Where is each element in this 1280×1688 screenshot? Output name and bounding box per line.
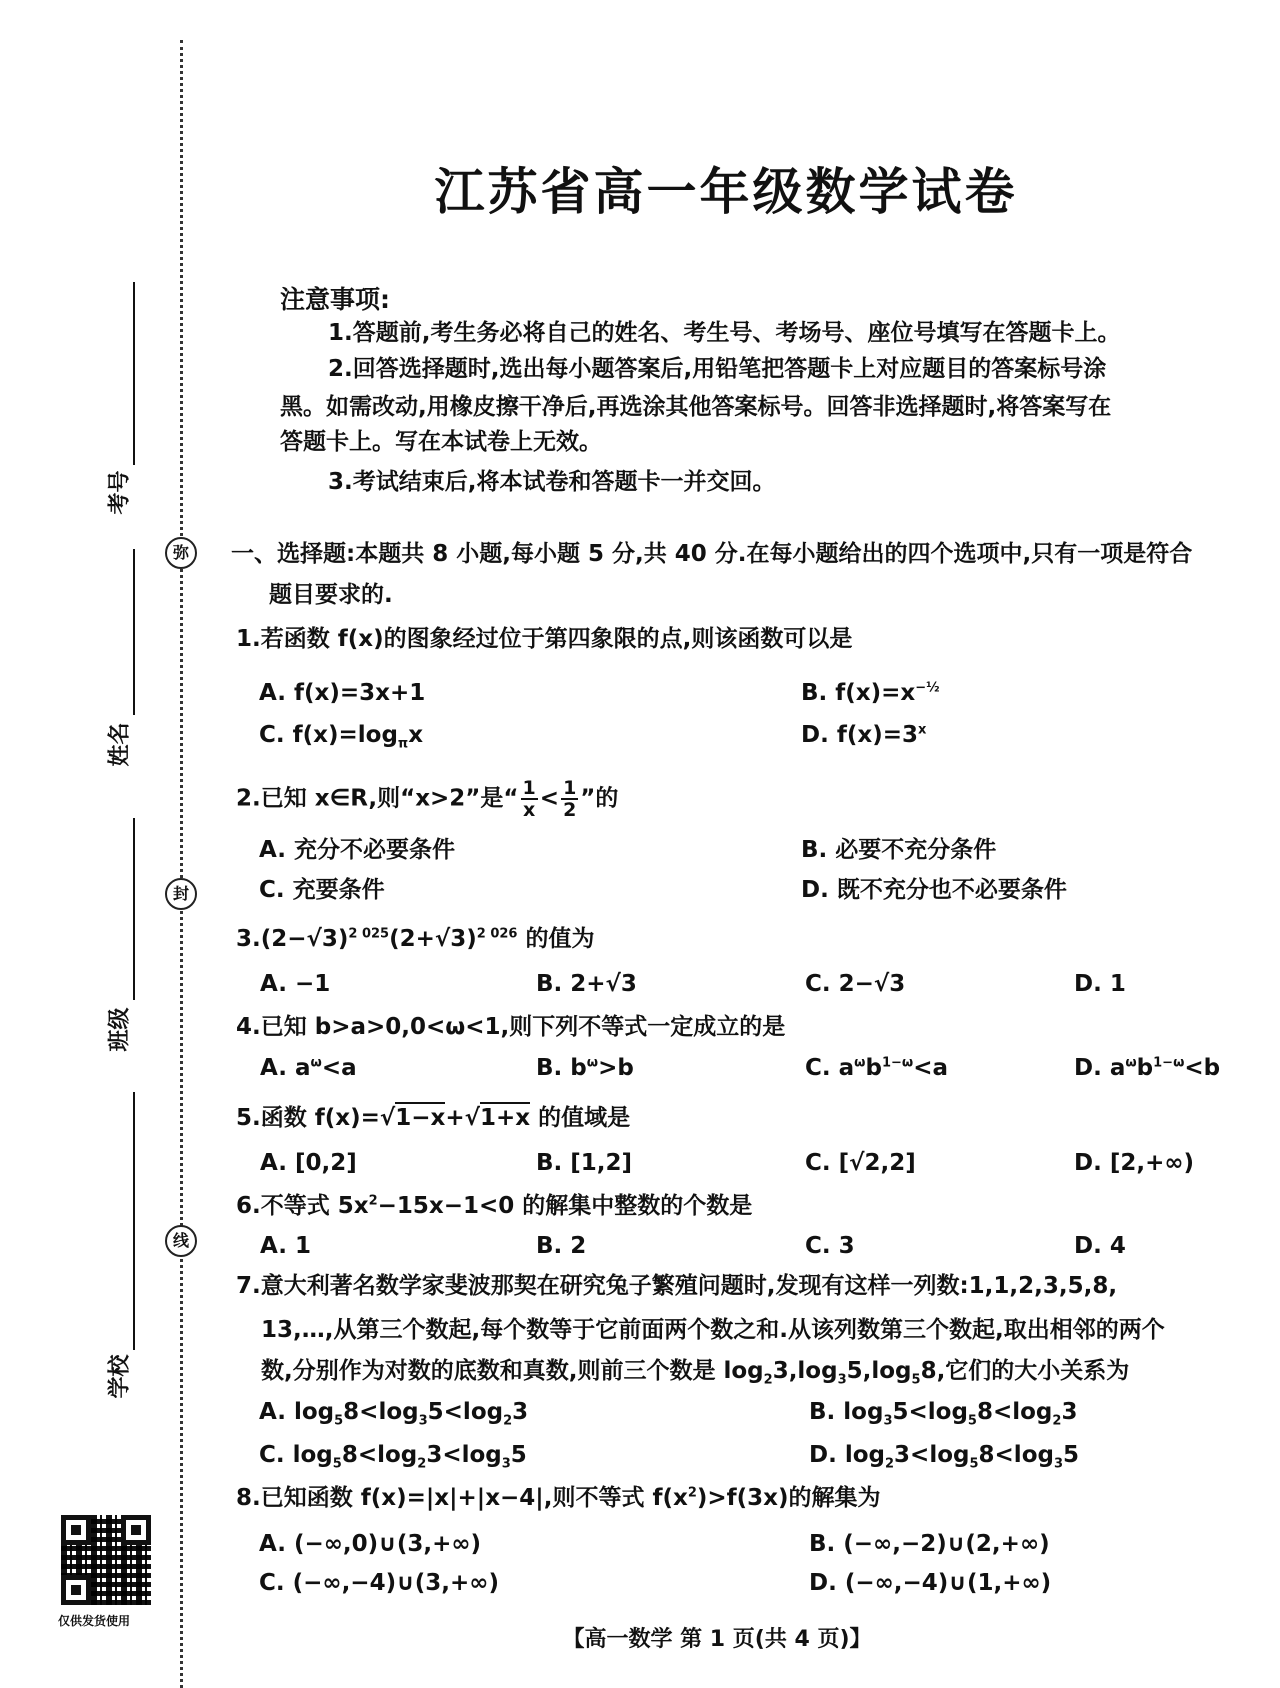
text-run: B. 2+√3 (536, 971, 637, 997)
text-run: 8<log (343, 1399, 419, 1425)
superscript: x (917, 722, 927, 738)
text-run: 13,…,从第三个数起,每个数等于它前面两个数之和.从该列数第三个数起,取出相邻的两个 (261, 1317, 1165, 1343)
subscript: 5 (911, 1372, 921, 1388)
answer-option[interactable] (809, 1397, 1077, 1427)
superscript: ω (586, 1055, 599, 1071)
text-run: 3.(2−√3) (236, 926, 349, 952)
text-run: A. f(x)=3x+1 (259, 680, 426, 706)
text-run: D. [2,+∞) (1074, 1150, 1195, 1176)
text-run: C. f(x)=log (259, 722, 398, 748)
answer-option[interactable] (536, 1231, 586, 1261)
text-run: ”的 (580, 785, 619, 812)
text-run: < (539, 785, 560, 812)
section-heading: 一、选择题:本题共 8 小题,每小题 5 分,共 40 分.在每小题给出的四个选项中,只有一项是符合 (231, 541, 1193, 567)
text-run: C. 2−√3 (805, 971, 906, 997)
answer-option[interactable] (809, 1568, 1051, 1598)
text-run: A. −1 (260, 971, 331, 997)
text-run: 5.函数 f(x)=√ (236, 1105, 396, 1131)
question-stem (261, 1315, 1165, 1345)
text-run: C. 充要条件 (259, 877, 385, 903)
text-run: 5 (1063, 1442, 1080, 1468)
answer-option[interactable] (260, 1053, 357, 1083)
text-run: 5<log (892, 1399, 968, 1425)
text-run: B. log (809, 1399, 884, 1425)
text-run: 7.意大利著名数学家斐波那契在研究兔子繁殖问题时,发现有这样一列数:1,1,2,3,5,8, (236, 1273, 1118, 1299)
text-run: 3<log (894, 1442, 970, 1468)
text-run: 4.已知 b>a>0,0<ω<1,则下列不等式一定成立的是 (236, 1014, 786, 1040)
subscript: 2 (417, 1456, 427, 1472)
text-run: 3 (512, 1399, 529, 1425)
answer-option[interactable] (801, 720, 926, 750)
note-line: 答题卡上。写在本试卷上无效。 (280, 429, 602, 455)
note-line: 2.回答选择题时,选出每小题答案后,用铅笔把答题卡上对应题目的答案标号涂 (328, 356, 1107, 382)
radicand: 1−x (395, 1102, 445, 1131)
answer-option[interactable] (259, 1529, 481, 1559)
text-run: A. log (259, 1399, 335, 1425)
text-run: B. 2 (536, 1233, 587, 1259)
text-run: 3,log (772, 1358, 838, 1384)
note-line: 黑。如需改动,用橡皮擦干净后,再选涂其他答案标号。回答非选择题时,将答案写在 (280, 394, 1112, 420)
name-label: 姓名 (107, 722, 133, 767)
text-run: +√ (445, 1105, 480, 1131)
question-stem (236, 1012, 785, 1042)
answer-option[interactable] (259, 1568, 499, 1598)
name-blank (133, 549, 135, 715)
seal-xian-icon: 线 (165, 1225, 197, 1257)
numerator: 1 (563, 777, 577, 799)
subscript: 5 (967, 1413, 977, 1429)
superscript: 1−ω (1153, 1055, 1185, 1071)
answer-option[interactable] (1074, 969, 1126, 999)
answer-option[interactable] (1074, 1148, 1194, 1178)
text-run: C. 3 (805, 1233, 855, 1259)
text-run: D. (−∞,−4)∪(1,+∞) (809, 1570, 1052, 1596)
subscript: π (397, 736, 409, 752)
text-run: 6.不等式 5x (236, 1193, 369, 1219)
text-run: 3<log (426, 1442, 502, 1468)
text-run: A. [0,2] (260, 1150, 357, 1176)
text-run: <a (321, 1055, 357, 1081)
text-run: 数,分别作为对数的底数和真数,则前三个数是 log (261, 1358, 764, 1384)
text-run: A. a (260, 1055, 311, 1081)
subscript: 5 (334, 1413, 344, 1429)
answer-option[interactable] (536, 1053, 634, 1083)
superscript: ω (1125, 1055, 1137, 1071)
text-run: D. log (809, 1442, 885, 1468)
page-footer: 【高一数学 第 1 页(共 4 页)】 (562, 1627, 872, 1652)
answer-option[interactable] (259, 1397, 528, 1427)
section-heading-cont: 题目要求的. (269, 582, 393, 608)
subscript: 5 (332, 1456, 342, 1472)
text-run: <b (1184, 1055, 1221, 1081)
text-run: <a (913, 1055, 948, 1081)
text-run: D. 1 (1074, 971, 1126, 997)
text-run: C. log (259, 1442, 333, 1468)
denominator: 2 (563, 799, 577, 821)
text-run: 的值为 (517, 926, 595, 952)
answer-option[interactable] (259, 720, 423, 750)
subscript: 3 (837, 1372, 847, 1388)
answer-option[interactable] (801, 678, 940, 708)
text-run: B. 必要不充分条件 (801, 837, 997, 863)
answer-option[interactable] (259, 835, 455, 865)
seal-feng-icon: 封 (165, 878, 197, 910)
text-run: 8<log (976, 1399, 1053, 1425)
answer-option[interactable] (805, 1148, 916, 1178)
text-run: >b (598, 1055, 634, 1081)
answer-option[interactable] (809, 1529, 1050, 1559)
class-blank (133, 818, 135, 1000)
question-stem (236, 1191, 752, 1221)
text-run: B. [1,2] (536, 1150, 633, 1176)
school-label: 学校 (107, 1354, 133, 1399)
answer-option[interactable] (1074, 1231, 1126, 1261)
text-run: 8,它们的大小关系为 (920, 1358, 1130, 1384)
question-stem (261, 1356, 1129, 1386)
note-line: 1.答题前,考生务必将自己的姓名、考生号、考场号、座位号填写在答题卡上。 (328, 320, 1121, 346)
question-stem (236, 1103, 630, 1133)
text-run: D. a (1074, 1055, 1126, 1081)
denominator: x (523, 799, 536, 821)
text-run: A. 充分不必要条件 (259, 837, 455, 863)
superscript: 2 025 (348, 926, 390, 942)
text-run: 的值域是 (530, 1105, 631, 1131)
text-run: 5,log (846, 1358, 912, 1384)
qr-code-icon (61, 1515, 151, 1605)
superscript: −½ (915, 680, 940, 696)
text-run: A. 1 (260, 1233, 311, 1259)
subscript: 3 (883, 1413, 893, 1429)
text-run: 5 (510, 1442, 527, 1468)
answer-option[interactable] (260, 1148, 357, 1178)
answer-option[interactable] (801, 835, 996, 865)
question-stem (236, 1483, 881, 1513)
subscript: 5 (969, 1456, 979, 1472)
answer-option[interactable] (260, 1231, 311, 1261)
school-blank (133, 1092, 135, 1350)
superscript: ω (854, 1055, 866, 1071)
question-stem (236, 778, 618, 820)
superscript: ω (310, 1055, 322, 1071)
class-label: 班级 (107, 1007, 133, 1052)
answer-option[interactable] (801, 875, 1067, 905)
question-stem (236, 624, 852, 654)
text-run: 8<log (978, 1442, 1054, 1468)
subscript: 3 (1053, 1456, 1064, 1472)
text-run: 5<log (427, 1399, 504, 1425)
text-run: b (1136, 1055, 1154, 1081)
text-run: )>f(3x)的解集为 (696, 1485, 881, 1511)
text-run: 1.若函数 f(x)的图象经过位于第四象限的点,则该函数可以是 (236, 626, 853, 652)
text-run: x (408, 722, 424, 748)
subscript: 3 (418, 1413, 428, 1429)
text-run: A. (−∞,0)∪(3,+∞) (259, 1531, 482, 1557)
text-run: D. 既不充分也不必要条件 (801, 877, 1067, 903)
text-run: C. [√2,2] (805, 1150, 916, 1176)
text-run: (2+√3) (389, 926, 477, 952)
superscript: 1−ω (881, 1055, 914, 1071)
subscript: 2 (1052, 1413, 1062, 1429)
text-run: 3 (1061, 1399, 1078, 1425)
answer-option[interactable] (260, 969, 330, 999)
exam-number-blank (133, 282, 135, 465)
answer-option[interactable] (259, 875, 385, 905)
subscript: 2 (885, 1456, 895, 1472)
question-stem (236, 1271, 1117, 1301)
subscript: 3 (501, 1456, 511, 1472)
note-line: 3.考试结束后,将本试卷和答题卡一并交回。 (328, 469, 776, 495)
superscript: 2 (687, 1485, 697, 1501)
fraction (561, 778, 578, 820)
answer-option[interactable] (809, 1440, 1079, 1470)
fraction (521, 778, 538, 820)
text-run: −15x−1<0 的解集中整数的个数是 (377, 1193, 753, 1219)
numerator: 1 (522, 777, 536, 799)
superscript: 2 (368, 1193, 378, 1209)
text-run: C. (−∞,−4)∪(3,+∞) (259, 1570, 499, 1596)
text-run: b (865, 1055, 882, 1081)
qr-label: 仅供发货使用 (58, 1614, 131, 1628)
superscript: 2 026 (476, 926, 518, 942)
answer-option[interactable] (805, 969, 905, 999)
text-run: B. b (536, 1055, 587, 1081)
radicand: 1+x (480, 1102, 530, 1131)
binding-dotted-line (180, 40, 183, 1688)
text-run: D. 4 (1074, 1233, 1126, 1259)
question-stem (236, 924, 595, 954)
text-run: 2.已知 x∈R,则“x>2”是“ (236, 785, 519, 812)
seal-mi-icon: 弥 (165, 537, 197, 569)
text-run: D. f(x)=3 (801, 722, 918, 748)
exam-title: 江苏省高一年级数学试卷 (434, 163, 1018, 221)
text-run: C. a (805, 1055, 855, 1081)
answer-option[interactable] (805, 1231, 855, 1261)
answer-option[interactable] (536, 1148, 632, 1178)
text-run: 8.已知函数 f(x)=|x|+|x−4|,则不等式 f(x (236, 1485, 688, 1511)
answer-option[interactable] (536, 969, 637, 999)
subscript: 2 (503, 1413, 513, 1429)
text-run: B. (−∞,−2)∪(2,+∞) (809, 1531, 1050, 1557)
answer-option[interactable] (259, 1440, 527, 1470)
subscript: 2 (763, 1372, 773, 1388)
text-run: 8<log (341, 1442, 418, 1468)
answer-option[interactable] (805, 1053, 948, 1083)
answer-option[interactable] (1074, 1053, 1220, 1083)
exam-number-label: 考号 (107, 470, 133, 515)
answer-option[interactable] (259, 678, 425, 708)
notes-heading: 注意事项: (280, 285, 390, 314)
text-run: B. f(x)=x (801, 680, 916, 706)
